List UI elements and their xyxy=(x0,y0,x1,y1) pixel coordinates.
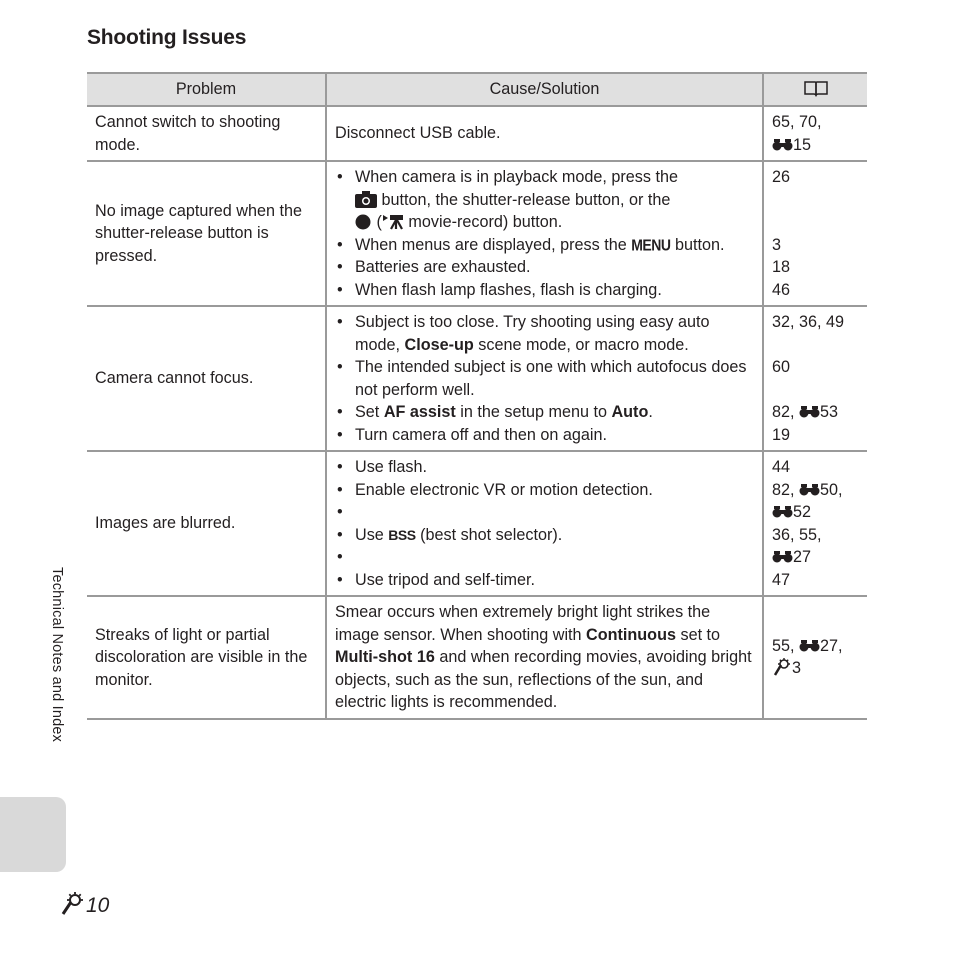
table-row xyxy=(87,451,867,596)
cause-text: set to xyxy=(680,625,721,644)
shooting-issues-table xyxy=(87,72,867,720)
page-reference: 19 xyxy=(772,425,791,444)
page-reference: 32, 36, 49 xyxy=(772,313,845,331)
table-row xyxy=(87,161,867,306)
bss-icon: BSS xyxy=(388,526,416,543)
problem-cell xyxy=(87,596,326,719)
cause-list xyxy=(335,166,754,301)
reference-cell xyxy=(763,306,867,451)
technical-notes-icon xyxy=(60,892,86,916)
list-item-text: When menus are displayed, press the xyxy=(355,235,627,254)
list-item xyxy=(335,524,754,547)
page-reference: 3 xyxy=(792,659,802,678)
list-item-text: When camera is in playback mode, press the xyxy=(355,168,678,186)
list-item-text: (best shot selector). xyxy=(420,525,563,544)
list-item xyxy=(335,311,754,356)
page-reference: 18 xyxy=(772,258,791,276)
setting-name: Continuous xyxy=(586,625,676,644)
reference-cell xyxy=(763,451,867,596)
cause-text: Disconnect USB cable. xyxy=(335,124,501,143)
cause-text: and when recording movies, avoiding bright objects, such as the sun, reflections of the sun, and electric lights is recommended. xyxy=(335,648,752,711)
cause-list xyxy=(335,456,754,591)
cause-cell xyxy=(326,451,763,596)
cause-cell xyxy=(326,106,763,161)
page-reference: 27, xyxy=(820,636,843,655)
list-item: • Batteries are exhausted. xyxy=(335,256,754,279)
setting-value: Multi-shot 16 xyxy=(335,648,435,666)
page-reference: 82, xyxy=(772,403,795,421)
setting-value: Auto xyxy=(611,403,649,421)
page-reference: 36, 55, xyxy=(772,525,822,544)
list-item xyxy=(335,401,754,424)
header-problem: Problem xyxy=(87,73,326,106)
table-row xyxy=(87,306,867,451)
reference-section-icon xyxy=(799,404,820,420)
reference-section-icon xyxy=(799,638,820,654)
list-item: • Use flash. xyxy=(335,456,754,479)
list-item: • When flash lamp flashes, flash is charging. xyxy=(335,279,754,302)
section-side-label: Technical Notes and Index xyxy=(49,567,65,743)
page-reference: 82, xyxy=(772,480,795,499)
page-reference: 53 xyxy=(820,403,839,421)
page-number xyxy=(60,892,109,918)
problem-text: No image captured when the shutter-release button is pressed. xyxy=(95,201,302,265)
header-cause-solution: Cause/Solution xyxy=(326,73,763,106)
problem-cell xyxy=(87,451,326,596)
page-reference: 65, 70, xyxy=(772,113,822,131)
list-item-text: scene mode, or macro mode. xyxy=(478,335,689,354)
list-item-text: button, the shutter-release button, or the xyxy=(381,190,671,209)
problem-text: Images are blurred. xyxy=(95,514,236,533)
cause-cell xyxy=(326,596,763,719)
page-reference: 15 xyxy=(793,135,812,154)
reference-section-icon xyxy=(772,137,793,153)
reference-cell xyxy=(763,161,867,306)
list-item: • Use tripod and self-timer. xyxy=(335,569,754,592)
list-item-text: Use xyxy=(355,525,384,544)
reference-cell xyxy=(763,596,867,719)
page-reference: 3 xyxy=(772,235,782,254)
page-reference: 52 xyxy=(793,503,812,521)
page-reference: 46 xyxy=(772,280,791,299)
record-dot-icon xyxy=(355,213,372,230)
reference-cell xyxy=(763,106,867,161)
table-row xyxy=(87,596,867,719)
page-reference: 55, xyxy=(772,636,795,655)
problem-cell xyxy=(87,161,326,306)
cause-cell xyxy=(326,161,763,306)
problem-text: Streaks of light or partial discoloration are visible in the monitor. xyxy=(95,625,308,689)
scene-mode-name: Close-up xyxy=(404,335,474,354)
page-reference: 26 xyxy=(772,168,791,186)
list-item-text: . xyxy=(648,403,653,421)
cause-text: Smear occurs when extremely bright light strikes the image sensor. When shooting with xyxy=(335,603,711,644)
list-item: • When camera is in playback mode, press the button, the shutter-release button, or the ( movie-record) button. xyxy=(335,166,754,234)
camera-icon xyxy=(355,191,377,208)
page-reference: 60 xyxy=(772,358,791,376)
list-item-text: movie-record) button. xyxy=(408,213,563,231)
reference-section-icon xyxy=(772,549,793,565)
list-item: • The intended subject is one with which autofocus does not perform well. xyxy=(335,356,754,401)
cause-cell xyxy=(326,306,763,451)
reference-section-icon xyxy=(799,482,820,498)
page-title: Shooting Issues xyxy=(87,26,247,49)
list-item-text: button. xyxy=(674,235,725,254)
technical-notes-icon xyxy=(772,658,792,676)
header-reference xyxy=(763,73,867,106)
movie-camera-icon xyxy=(382,213,404,230)
setting-name: AF assist xyxy=(383,403,456,421)
page-reference: 47 xyxy=(772,570,791,589)
book-icon xyxy=(803,80,829,97)
table-header-row xyxy=(87,73,867,106)
page-reference: 50, xyxy=(820,480,843,499)
cause-list xyxy=(335,311,754,446)
problem-text: Camera cannot focus. xyxy=(95,369,254,388)
menu-button-icon: MENU xyxy=(631,235,671,254)
page-number-text: 10 xyxy=(86,894,110,917)
list-item: • Turn camera off and then on again. xyxy=(335,424,754,447)
problem-cell xyxy=(87,106,326,161)
table-row xyxy=(87,106,867,161)
list-item: • Enable electronic VR or motion detection. xyxy=(335,479,754,502)
problem-text: Cannot switch to shooting mode. xyxy=(95,113,281,154)
page-reference: 44 xyxy=(772,458,791,476)
reference-section-icon xyxy=(772,504,793,520)
section-thumb-tab xyxy=(0,797,66,872)
page-reference: 27 xyxy=(793,548,812,566)
problem-cell xyxy=(87,306,326,451)
list-item-text: in the setup menu to xyxy=(460,403,607,421)
list-item-text: Set xyxy=(355,403,380,421)
list-item-text: Subject is too close. Try shooting using easy auto mode, xyxy=(355,313,710,354)
list-item xyxy=(335,234,754,257)
